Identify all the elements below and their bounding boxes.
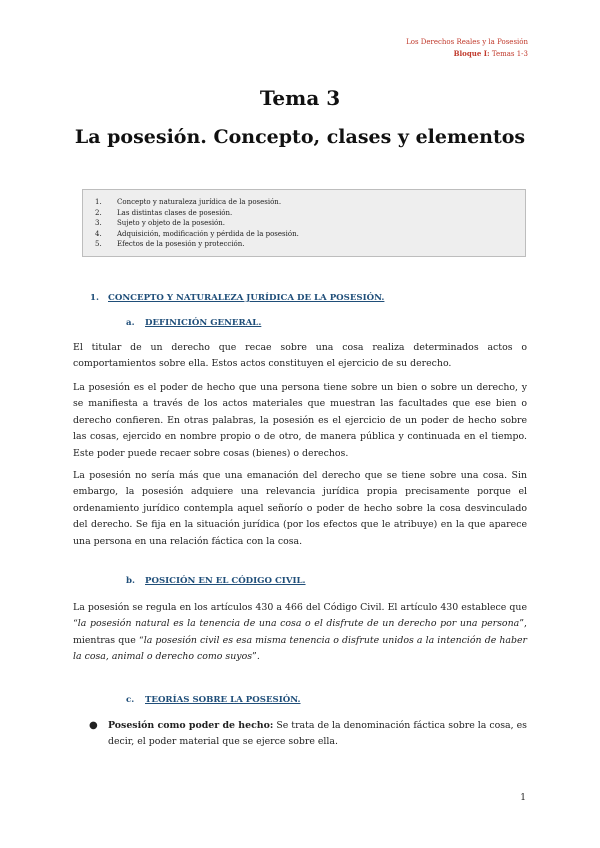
toc-item-text: Efectos de la posesión y protección. xyxy=(117,240,245,248)
subsection-c-title: TEORÍAS SOBRE LA POSESIÓN. xyxy=(145,695,301,705)
paragraph-a3: La posesión no sería más que una emanación del derecho que se tiene sobre una cosa. Sin embargo, la posesión adquiere una relevancia jurídica propia precisamente porque el ordenamiento jurídico contempla aquel señorío o poder de hecho sobre la cosa desvinculado del derecho. Se fija en la situación jurídica (por los efectos que le atribuye) en la que aparece una persona en una relación fáctica con la cosa. xyxy=(73,470,527,547)
toc-item-number: 4. xyxy=(95,229,102,238)
paragraph-a2: La posesión es el poder de hecho que una persona tiene sobre un bien o sobre un derecho, y se manifiesta a través de los actos materiales que muestran las facultades que ese bien o derecho confieren. En otras palabras, la posesión es el ejercicio de un poder de hecho sobre las cosas, ejercido en nombre propio o de otro, de manera pública y continuada en el tiempo. Este poder puede recaer sobre cosas (bienes) o derechos. xyxy=(73,382,527,459)
toc-item-text: Sujeto y objeto de la posesión. xyxy=(117,219,226,227)
toc-item xyxy=(95,208,515,219)
toc-item-text: Adquisición, modificación y pérdida de la posesión. xyxy=(117,229,299,238)
header-block-label xyxy=(406,48,528,60)
subsection-a-title: DEFINICIÓN GENERAL. xyxy=(145,318,262,328)
header-document-title: Los Derechos Reales y la Posesión xyxy=(406,38,528,46)
bullet-term: Posesión como poder de hecho: xyxy=(108,720,274,731)
section-1-heading xyxy=(90,293,384,303)
running-header xyxy=(406,36,528,60)
paragraph-b-text: ”, mientras que “ xyxy=(73,618,527,646)
chapter-number: Tema 3 xyxy=(259,86,341,110)
page-number: 1 xyxy=(520,793,526,803)
section-1-number: 1. xyxy=(90,293,99,303)
chapter-title: La posesión. Concepto, clases y elementos xyxy=(74,126,526,148)
paragraph-b-text: La posesión se regula en los artículos 430 a 466 del Código Civil. El artículo 430 establece que “ xyxy=(73,602,527,630)
paragraph-a1: El titular de un derecho que recae sobre una cosa realiza determinados actos o comportamientos sobre ella. Estos actos constituyen el ejercicio de su derecho. xyxy=(73,342,527,370)
subsection-a-number: a. xyxy=(126,318,135,328)
list-item xyxy=(89,718,527,751)
toc-item-number: 3. xyxy=(95,219,102,227)
section-1-title: CONCEPTO Y NATURALEZA JURÍDICA DE LA POSESIÓN. xyxy=(108,293,385,303)
header-block-bold: Bloque I: xyxy=(453,49,490,58)
subsection-c-heading xyxy=(126,695,301,705)
paragraph-b xyxy=(73,600,527,666)
article-430-quote-natural: la posesión natural es la tenencia de una cosa o el disfrute de un derecho por una persona xyxy=(77,618,520,630)
toc-item xyxy=(95,239,515,250)
bullet-icon: ● xyxy=(89,720,98,731)
toc-item-number: 5. xyxy=(95,240,102,248)
subsection-b-heading xyxy=(126,576,306,586)
toc-item xyxy=(95,218,515,229)
subsection-a-heading xyxy=(126,318,261,328)
paragraph-b-text: ”. xyxy=(252,651,260,663)
header-block-rest: Temas 1-3 xyxy=(489,50,528,58)
toc-item xyxy=(95,229,515,240)
toc-item-number: 1. xyxy=(95,198,102,206)
subsection-c-number: c. xyxy=(126,695,135,705)
subsection-b-number: b. xyxy=(126,576,136,586)
table-of-contents xyxy=(82,189,526,257)
toc-item-text: Las distintas clases de posesión. xyxy=(117,208,233,217)
article-430-quote-civil: la posesión civil es esa misma tenencia o disfrute unidos a la intención de haber la cosa, animal o derecho como suyos xyxy=(73,634,528,663)
bullet-text: Se trata de la denominación fáctica sobre la cosa, es decir, el poder material que se ejerce sobre ella. xyxy=(108,720,527,748)
toc-item-text: Concepto y naturaleza jurídica de la posesión. xyxy=(117,198,282,206)
toc-item-number: 2. xyxy=(95,208,102,217)
subsection-b-title: POSICIÓN EN EL CÓDIGO CIVIL. xyxy=(145,576,306,586)
toc-item xyxy=(95,197,515,208)
